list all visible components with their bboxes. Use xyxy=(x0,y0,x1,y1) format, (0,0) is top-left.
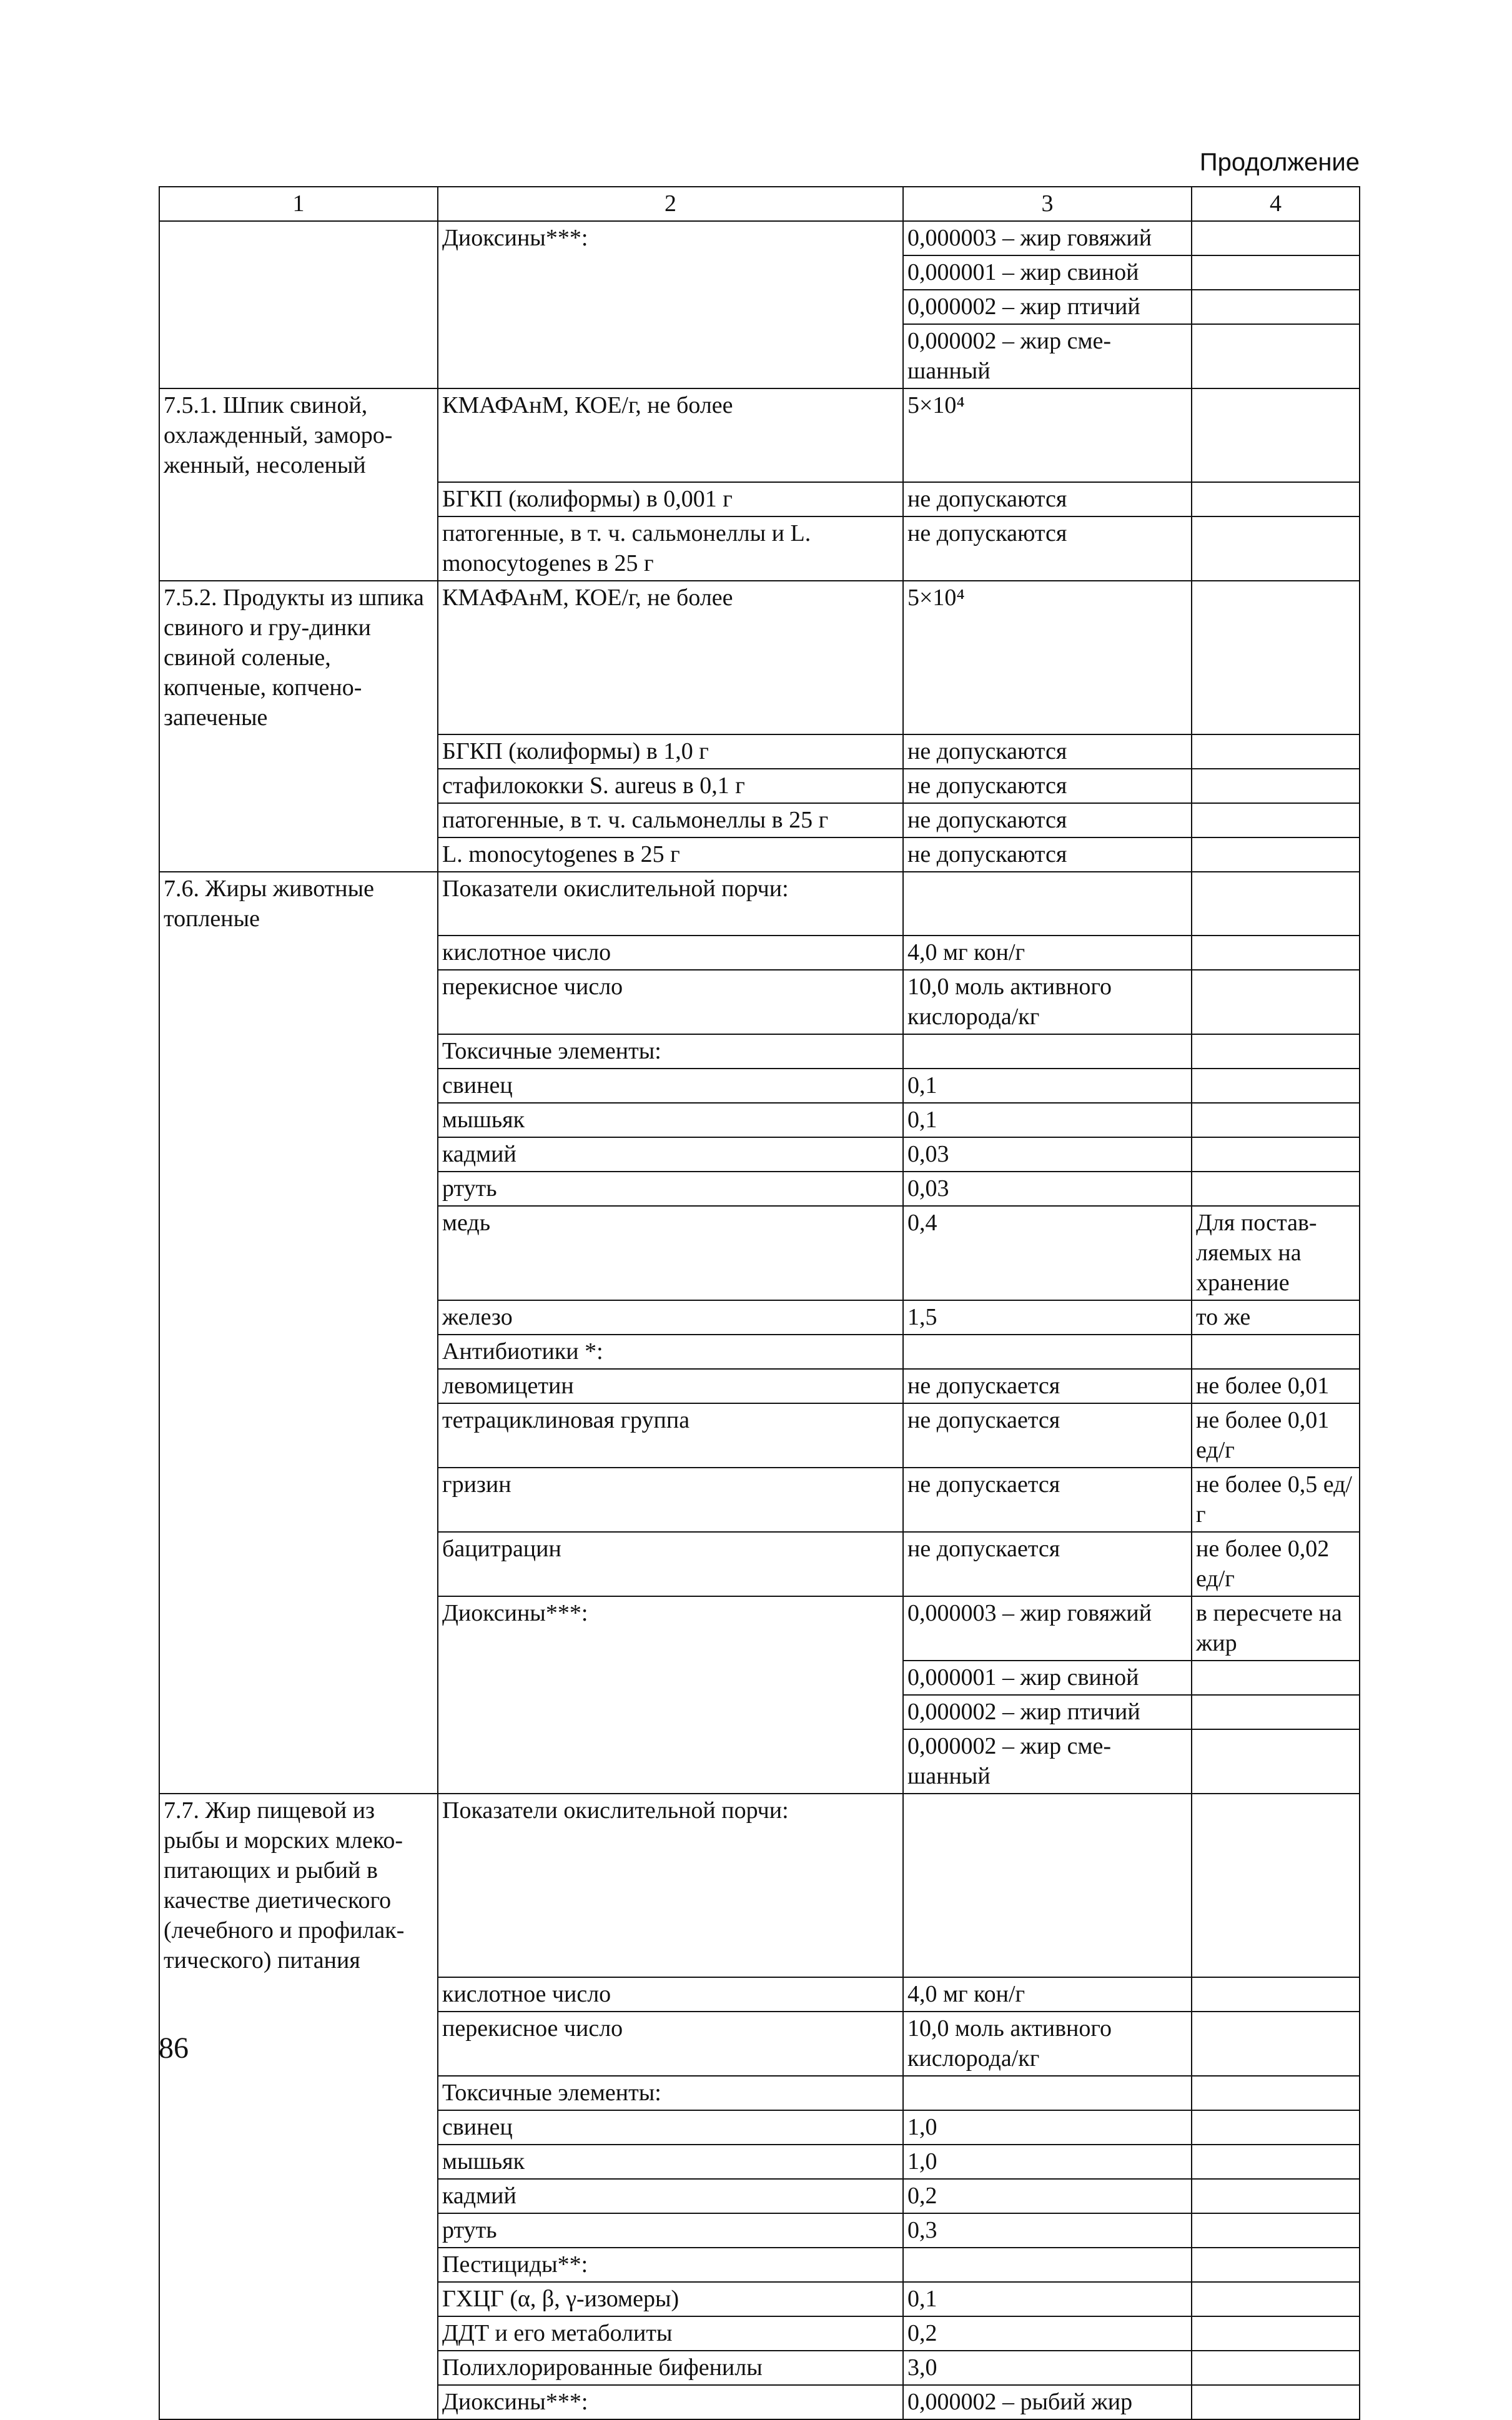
table-cell-col3: не допускаются xyxy=(903,516,1192,581)
table-cell-col3: 4,0 мг кон/г xyxy=(903,936,1192,970)
table-cell-col2: Полихлорированные бифенилы xyxy=(438,2351,903,2385)
table-cell-col2: кадмий xyxy=(438,1137,903,1172)
table-cell-col4 xyxy=(1192,2385,1360,2419)
table-cell-col2 xyxy=(438,1695,903,1729)
table-cell-col1 xyxy=(159,1206,438,1300)
table-cell-col3: не допускаются xyxy=(903,837,1192,872)
table-cell-col2: Пестициды**: xyxy=(438,2248,903,2282)
table-cell-col1 xyxy=(159,1468,438,1532)
table-cell-col4 xyxy=(1192,1661,1360,1695)
table-cell-col4 xyxy=(1192,581,1360,734)
table-cell-col1 xyxy=(159,2282,438,2316)
table-cell-col2: железо xyxy=(438,1300,903,1335)
table-cell-col3: 1,0 xyxy=(903,2145,1192,2179)
table-cell-col2: Диоксины***: xyxy=(438,1596,903,1661)
table-cell-col2: ртуть xyxy=(438,2213,903,2248)
table-cell-col2: Токсичные элементы: xyxy=(438,2076,903,2110)
table-cell-col2: ГХЦГ (α, β, γ-изомеры) xyxy=(438,2282,903,2316)
table-cell-col3: 0,2 xyxy=(903,2316,1192,2351)
table-cell-col3: не допускается xyxy=(903,1403,1192,1468)
table-cell-col4: то же xyxy=(1192,1300,1360,1335)
table-cell-col4 xyxy=(1192,1172,1360,1206)
table-cell-col2: перекисное число xyxy=(438,970,903,1034)
header-cell-4: 4 xyxy=(1192,187,1360,221)
page-number: 86 xyxy=(159,2032,189,2065)
table-cell-col2: КМАФАнМ, КОЕ/г, не более xyxy=(438,581,903,734)
table-cell-col1 xyxy=(159,1369,438,1403)
table-cell-col3: 1,0 xyxy=(903,2110,1192,2145)
table-cell-col4 xyxy=(1192,324,1360,388)
table-cell-col4 xyxy=(1192,769,1360,803)
header-cell-1: 1 xyxy=(159,187,438,221)
table-cell-col1 xyxy=(159,1335,438,1369)
table-cell-col4 xyxy=(1192,482,1360,516)
table-cell-col3: 0,2 xyxy=(903,2179,1192,2213)
table-row xyxy=(159,1206,1360,1300)
table-cell-col1 xyxy=(159,1300,438,1335)
table-row xyxy=(159,1729,1360,1794)
table-cell-col1: 7.7. Жир пищевой из рыбы и морских млеко-питающих и рыбий в качестве диетического (лечебного и профилак-тического) питания xyxy=(159,1794,438,1977)
table-cell-col3: 10,0 моль активного кислорода/кг xyxy=(903,2012,1192,2076)
table-cell-col2: БГКП (колиформы) в 0,001 г xyxy=(438,482,903,516)
table-row xyxy=(159,255,1360,290)
table-row xyxy=(159,2110,1360,2145)
table-cell-col3 xyxy=(903,872,1192,936)
table-cell-col2: мышьяк xyxy=(438,2145,903,2179)
table-cell-col1 xyxy=(159,1034,438,1069)
header-cell-3: 3 xyxy=(903,187,1192,221)
table-row xyxy=(159,1369,1360,1403)
table-row xyxy=(159,1172,1360,1206)
table-cell-col2: левомицетин xyxy=(438,1369,903,1403)
table-cell-col3: 0,1 xyxy=(903,1069,1192,1103)
table-cell-col3: не допускается xyxy=(903,1369,1192,1403)
table-cell-col2: кадмий xyxy=(438,2179,903,2213)
table-cell-col2: свинец xyxy=(438,2110,903,2145)
table-cell-col2: ДДТ и его метаболиты xyxy=(438,2316,903,2351)
table-row xyxy=(159,2351,1360,2385)
table-cell-col3: 5×10⁴ xyxy=(903,581,1192,734)
table-cell-col1 xyxy=(159,482,438,516)
table-row xyxy=(159,2076,1360,2110)
table-cell-col3: 0,000002 – жир сме-шанный xyxy=(903,324,1192,388)
table-cell-col4: в пересчете на жир xyxy=(1192,1596,1360,1661)
table-cell-col3: 0,000002 – жир птичий xyxy=(903,1695,1192,1729)
header-cell-2: 2 xyxy=(438,187,903,221)
table-cell-col2 xyxy=(438,290,903,324)
standards-table-body xyxy=(159,187,1360,2419)
table-row xyxy=(159,324,1360,388)
table-cell-col2 xyxy=(438,324,903,388)
table-row xyxy=(159,2145,1360,2179)
table-row xyxy=(159,1103,1360,1137)
table-row xyxy=(159,970,1360,1034)
table-cell-col2: Токсичные элементы: xyxy=(438,1034,903,1069)
table-cell-col2: БГКП (колиформы) в 1,0 г xyxy=(438,734,903,769)
table-cell-col4 xyxy=(1192,936,1360,970)
table-cell-col2 xyxy=(438,1729,903,1794)
table-cell-col4 xyxy=(1192,734,1360,769)
table-cell-col1: 7.5.1. Шпик свиной, охлажденный, заморо-женный, несоленый xyxy=(159,388,438,482)
table-cell-col4 xyxy=(1192,803,1360,837)
table-cell-col4 xyxy=(1192,2076,1360,2110)
table-cell-col1 xyxy=(159,970,438,1034)
table-row xyxy=(159,290,1360,324)
table-cell-col2: L. monocytogenes в 25 г xyxy=(438,837,903,872)
table-cell-col4: не более 0,02 ед/г xyxy=(1192,1532,1360,1596)
table-cell-col1 xyxy=(159,837,438,872)
table-cell-col4 xyxy=(1192,1335,1360,1369)
table-cell-col3: 0,4 xyxy=(903,1206,1192,1300)
table-cell-col2: перекисное число xyxy=(438,2012,903,2076)
table-cell-col2: патогенные, в т. ч. сальмонеллы в 25 г xyxy=(438,803,903,837)
table-cell-col2: свинец xyxy=(438,1069,903,1103)
continuation-label: Продолжение xyxy=(1199,149,1360,176)
table-cell-col3: не допускаются xyxy=(903,803,1192,837)
table-cell-col4 xyxy=(1192,2145,1360,2179)
table-row xyxy=(159,872,1360,936)
table-cell-col2: Диоксины***: xyxy=(438,2385,903,2419)
table-cell-col2: Антибиотики *: xyxy=(438,1335,903,1369)
table-cell-col4 xyxy=(1192,221,1360,255)
table-cell-col1 xyxy=(159,1137,438,1172)
table-cell-col3 xyxy=(903,2076,1192,2110)
table-cell-col1: 7.6. Жиры животные топленые xyxy=(159,872,438,936)
table-cell-col1 xyxy=(159,324,438,388)
table-cell-col4 xyxy=(1192,1137,1360,1172)
table-cell-col4 xyxy=(1192,516,1360,581)
table-cell-col3 xyxy=(903,1335,1192,1369)
table-cell-col1 xyxy=(159,1977,438,2012)
table-cell-col4 xyxy=(1192,2248,1360,2282)
table-cell-col3: 0,03 xyxy=(903,1137,1192,1172)
table-cell-col2: Показатели окислительной порчи: xyxy=(438,872,903,936)
table-row xyxy=(159,1532,1360,1596)
table-row xyxy=(159,2385,1360,2419)
table-row xyxy=(159,581,1360,734)
table-cell-col1 xyxy=(159,516,438,581)
table-cell-col3: не допускаются xyxy=(903,734,1192,769)
table-cell-col4 xyxy=(1192,2213,1360,2248)
table-cell-col2: медь xyxy=(438,1206,903,1300)
table-cell-col4 xyxy=(1192,2179,1360,2213)
table-cell-col3: 1,5 xyxy=(903,1300,1192,1335)
table-cell-col3: 0,000002 – жир сме-шанный xyxy=(903,1729,1192,1794)
table-cell-col1 xyxy=(159,1532,438,1596)
table-cell-col4: не более 0,01 ед/г xyxy=(1192,1403,1360,1468)
table-row xyxy=(159,1794,1360,1977)
table-cell-col1 xyxy=(159,936,438,970)
table-row xyxy=(159,936,1360,970)
table-cell-col4 xyxy=(1192,2110,1360,2145)
table-cell-col4 xyxy=(1192,1069,1360,1103)
table-cell-col2: гризин xyxy=(438,1468,903,1532)
table-row xyxy=(159,1695,1360,1729)
table-cell-col2 xyxy=(438,255,903,290)
table-cell-col4 xyxy=(1192,2282,1360,2316)
table-cell-col1 xyxy=(159,2110,438,2145)
table-cell-col4 xyxy=(1192,1794,1360,1977)
table-cell-col4 xyxy=(1192,970,1360,1034)
table-cell-col4 xyxy=(1192,2351,1360,2385)
table-cell-col2 xyxy=(438,1661,903,1695)
table-row xyxy=(159,2012,1360,2076)
table-cell-col3: 0,000003 – жир говяжий xyxy=(903,1596,1192,1661)
table-row xyxy=(159,1661,1360,1695)
table-cell-col1 xyxy=(159,2248,438,2282)
table-row xyxy=(159,837,1360,872)
table-row xyxy=(159,769,1360,803)
table-cell-col3 xyxy=(903,1034,1192,1069)
table-cell-col4 xyxy=(1192,837,1360,872)
table-row xyxy=(159,221,1360,255)
table-cell-col2: ртуть xyxy=(438,1172,903,1206)
table-row xyxy=(159,1335,1360,1369)
table-cell-col1 xyxy=(159,2351,438,2385)
table-cell-col3: 0,000002 – жир птичий xyxy=(903,290,1192,324)
table-cell-col3: не допускаются xyxy=(903,482,1192,516)
table-cell-col3: не допускается xyxy=(903,1468,1192,1532)
table-row xyxy=(159,803,1360,837)
table-cell-col1 xyxy=(159,1596,438,1661)
table-cell-col1 xyxy=(159,803,438,837)
table-cell-col2: КМАФАнМ, КОЕ/г, не более xyxy=(438,388,903,482)
table-cell-col3: 0,000001 – жир свиной xyxy=(903,1661,1192,1695)
table-row xyxy=(159,2282,1360,2316)
table-cell-col1 xyxy=(159,2316,438,2351)
table-cell-col1 xyxy=(159,769,438,803)
table-cell-col4 xyxy=(1192,2012,1360,2076)
table-cell-col1 xyxy=(159,2145,438,2179)
table-row xyxy=(159,388,1360,482)
table-cell-col4 xyxy=(1192,1977,1360,2012)
table-cell-col1 xyxy=(159,2213,438,2248)
table-cell-col4 xyxy=(1192,1729,1360,1794)
table-cell-col3: 0,000003 – жир говяжий xyxy=(903,221,1192,255)
table-cell-col1 xyxy=(159,2179,438,2213)
table-cell-col3: 0,000001 – жир свиной xyxy=(903,255,1192,290)
table-cell-col3: 0,000002 – рыбий жир xyxy=(903,2385,1192,2419)
table-row xyxy=(159,1069,1360,1103)
table-row xyxy=(159,2179,1360,2213)
table-cell-col2: Диоксины***: xyxy=(438,221,903,255)
table-cell-col4 xyxy=(1192,290,1360,324)
table-cell-col4: не более 0,01 xyxy=(1192,1369,1360,1403)
table-cell-col1: 7.5.2. Продукты из шпика свиного и гру-динки свиной соленые, копченые, копчено-запеченые xyxy=(159,581,438,734)
table-cell-col3: 10,0 моль активного кислорода/кг xyxy=(903,970,1192,1034)
table-row xyxy=(159,1403,1360,1468)
table-cell-col1 xyxy=(159,2076,438,2110)
table-cell-col4 xyxy=(1192,872,1360,936)
table-row xyxy=(159,2248,1360,2282)
table-cell-col2: тетрациклиновая группа xyxy=(438,1403,903,1468)
table-cell-col2: стафилококки S. aureus в 0,1 г xyxy=(438,769,903,803)
table-cell-col3: 3,0 xyxy=(903,2351,1192,2385)
table-cell-col2: Показатели окислительной порчи: xyxy=(438,1794,903,1977)
table-cell-col4 xyxy=(1192,1103,1360,1137)
table-cell-col3: 4,0 мг кон/г xyxy=(903,1977,1192,2012)
table-cell-col2: кислотное число xyxy=(438,1977,903,2012)
table-cell-col4 xyxy=(1192,1695,1360,1729)
table-cell-col4 xyxy=(1192,255,1360,290)
table-cell-col2: патогенные, в т. ч. сальмонеллы и L. monocytogenes в 25 г xyxy=(438,516,903,581)
table-cell-col2: бацитрацин xyxy=(438,1532,903,1596)
table-cell-col1 xyxy=(159,1695,438,1729)
table-cell-col3 xyxy=(903,1794,1192,1977)
table-cell-col3: не допускаются xyxy=(903,769,1192,803)
table-cell-col1 xyxy=(159,1661,438,1695)
table-cell-col1 xyxy=(159,290,438,324)
table-cell-col3: 5×10⁴ xyxy=(903,388,1192,482)
table-row xyxy=(159,516,1360,581)
table-cell-col4 xyxy=(1192,2316,1360,2351)
table-cell-col4: не более 0,5 ед/г xyxy=(1192,1468,1360,1532)
table-cell-col1 xyxy=(159,2012,438,2076)
table-row xyxy=(159,2316,1360,2351)
table-row xyxy=(159,2213,1360,2248)
table-cell-col1 xyxy=(159,221,438,255)
table-cell-col3: 0,3 xyxy=(903,2213,1192,2248)
table-cell-col1 xyxy=(159,1069,438,1103)
table-cell-col3: не допускается xyxy=(903,1532,1192,1596)
table-row xyxy=(159,1596,1360,1661)
table-cell-col3: 0,1 xyxy=(903,2282,1192,2316)
table-cell-col4 xyxy=(1192,1034,1360,1069)
table-row xyxy=(159,1468,1360,1532)
table-cell-col1 xyxy=(159,1103,438,1137)
table-cell-col1 xyxy=(159,734,438,769)
table-row xyxy=(159,1034,1360,1069)
table-row xyxy=(159,1977,1360,2012)
table-header-row xyxy=(159,187,1360,221)
standards-table xyxy=(159,186,1360,2420)
table-cell-col3: 0,1 xyxy=(903,1103,1192,1137)
table-cell-col1 xyxy=(159,1172,438,1206)
table-row xyxy=(159,1137,1360,1172)
table-cell-col1 xyxy=(159,1403,438,1468)
table-row xyxy=(159,734,1360,769)
table-cell-col1 xyxy=(159,1729,438,1794)
table-cell-col2: мышьяк xyxy=(438,1103,903,1137)
table-cell-col2: кислотное число xyxy=(438,936,903,970)
table-cell-col3: 0,03 xyxy=(903,1172,1192,1206)
table-cell-col4: Для постав-ляемых на хранение xyxy=(1192,1206,1360,1300)
table-cell-col3 xyxy=(903,2248,1192,2282)
table-cell-col1 xyxy=(159,255,438,290)
table-row xyxy=(159,482,1360,516)
table-cell-col1 xyxy=(159,2385,438,2419)
table-row xyxy=(159,1300,1360,1335)
table-cell-col4 xyxy=(1192,388,1360,482)
